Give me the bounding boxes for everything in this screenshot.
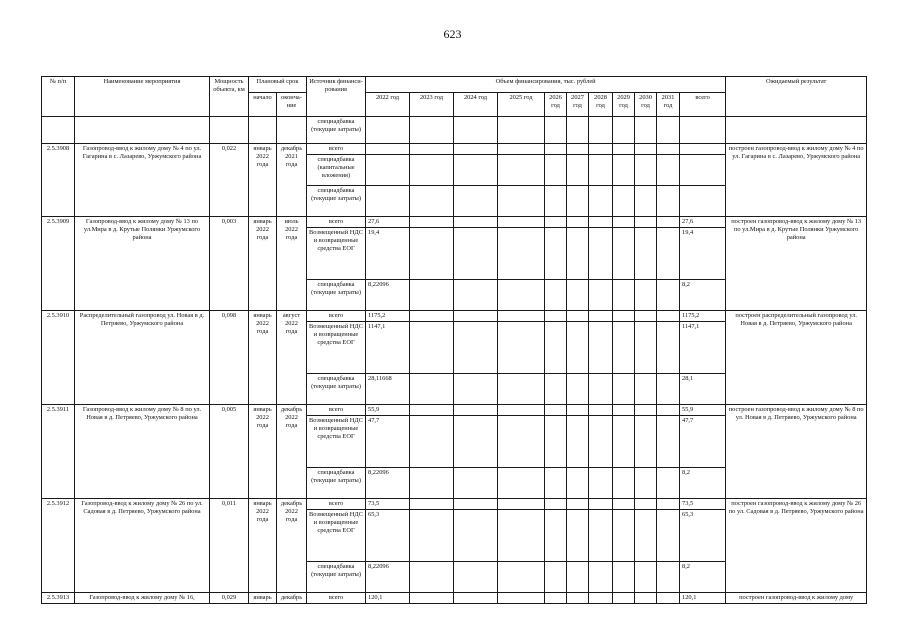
row-name: Газопровод-ввод к жилому дому № 4 по ул. Гагарина в с. Лазарево, Уржумского района xyxy=(75,144,210,217)
row-value-empty xyxy=(635,499,657,510)
row-capacity: 0,003 xyxy=(210,217,249,311)
row-value-empty xyxy=(567,322,589,374)
row-value-total: 8,2 xyxy=(680,562,726,593)
row-value-empty xyxy=(410,311,454,322)
row-value-empty xyxy=(613,186,635,217)
table-body xyxy=(42,117,867,604)
row-value-empty xyxy=(657,405,680,416)
row-num: 2.5.3913 xyxy=(42,593,75,604)
header-year: 2027 год xyxy=(567,93,589,117)
row-value-2022: 73,5 xyxy=(366,499,410,510)
header-end: оконча-ние xyxy=(277,93,307,117)
table-row xyxy=(42,217,867,228)
row-end: декабрь 2022 года xyxy=(277,499,307,593)
row-result: построен газопровод-ввод к жилому дому № 8 по ул. Новая в д. Петряево, Уржумского района xyxy=(726,405,867,499)
row-value-empty xyxy=(545,499,567,510)
row-value-empty xyxy=(613,416,635,468)
table-row xyxy=(42,311,867,322)
row-source: всего xyxy=(307,144,366,155)
header-result: Ожидаемый результат xyxy=(726,77,867,117)
row-start: январь 2022 года xyxy=(249,217,277,311)
row-value-empty xyxy=(589,510,613,562)
row-value-empty xyxy=(498,510,545,562)
row-value-empty xyxy=(410,322,454,374)
row-value-empty xyxy=(567,562,589,593)
row-value-empty xyxy=(410,405,454,416)
row-value-empty xyxy=(567,228,589,280)
row-source: спецнадбавка (текущие затраты) xyxy=(307,374,366,405)
row-value-empty xyxy=(545,405,567,416)
row-value-empty xyxy=(454,374,498,405)
row-value-empty xyxy=(635,228,657,280)
row-source: всего xyxy=(307,593,366,604)
row-value-empty xyxy=(613,499,635,510)
header-year: 2028 год xyxy=(589,93,613,117)
row-value-empty xyxy=(545,186,567,217)
row-value-total: 47,7 xyxy=(680,416,726,468)
row-value-empty xyxy=(454,322,498,374)
row-value-empty xyxy=(454,186,498,217)
row-value-empty xyxy=(545,311,567,322)
row-start xyxy=(249,117,277,144)
row-value-empty xyxy=(410,374,454,405)
row-value-empty xyxy=(410,280,454,311)
row-value-empty xyxy=(498,593,545,604)
row-value-empty xyxy=(635,117,657,144)
row-value-empty xyxy=(613,155,635,186)
row-value-empty xyxy=(410,510,454,562)
table-row xyxy=(42,144,867,155)
row-value-empty xyxy=(657,144,680,155)
row-value-empty xyxy=(454,510,498,562)
row-value-empty xyxy=(567,374,589,405)
row-value-empty xyxy=(635,468,657,499)
row-end: август 2022 года xyxy=(277,311,307,405)
header-name: Наименование мероприятия xyxy=(75,77,210,117)
row-source: Возмещенный НДС и возвращенные средства ЕОГ xyxy=(307,510,366,562)
row-value-empty xyxy=(589,405,613,416)
row-value-empty xyxy=(545,280,567,311)
row-value-empty xyxy=(589,468,613,499)
row-end: июль 2022 года xyxy=(277,217,307,311)
header-year: 2029 год xyxy=(613,93,635,117)
row-value-empty xyxy=(498,405,545,416)
row-num: 2.5.3908 xyxy=(42,144,75,217)
row-value-empty xyxy=(657,416,680,468)
row-capacity: 0,029 xyxy=(210,593,249,604)
row-value-2022: 19,4 xyxy=(366,228,410,280)
row-value-total xyxy=(680,186,726,217)
row-num: 2.5.3911 xyxy=(42,405,75,499)
table-row xyxy=(42,405,867,416)
row-value-empty xyxy=(635,416,657,468)
row-value-empty xyxy=(657,593,680,604)
row-value-empty xyxy=(567,510,589,562)
row-value-empty xyxy=(657,280,680,311)
row-value-empty xyxy=(589,562,613,593)
row-value-empty xyxy=(635,144,657,155)
row-value-empty xyxy=(498,416,545,468)
row-value-total xyxy=(680,144,726,155)
row-value-2022: 28,11668 xyxy=(366,374,410,405)
row-value-empty xyxy=(657,311,680,322)
row-value-empty xyxy=(567,217,589,228)
row-value-empty xyxy=(454,155,498,186)
row-value-empty xyxy=(454,468,498,499)
row-value-empty xyxy=(657,374,680,405)
row-value-empty xyxy=(589,186,613,217)
row-value-empty xyxy=(410,155,454,186)
row-result xyxy=(726,117,867,144)
row-value-empty xyxy=(545,510,567,562)
row-value-empty xyxy=(454,228,498,280)
row-value-empty xyxy=(498,228,545,280)
row-value-empty xyxy=(410,228,454,280)
row-value-empty xyxy=(613,311,635,322)
row-value-empty xyxy=(589,416,613,468)
row-value-total: 120,1 xyxy=(680,593,726,604)
row-end xyxy=(277,117,307,144)
header-plan-term: Плановый срок xyxy=(249,77,307,93)
row-value-empty xyxy=(545,374,567,405)
row-value-empty xyxy=(498,144,545,155)
row-value-empty xyxy=(567,311,589,322)
row-value-empty xyxy=(454,217,498,228)
row-name: Газопровод-ввод к жилому дому № 8 по ул. Новая в д. Петряево, Уржумского района xyxy=(75,405,210,499)
row-start: январь 2022 года xyxy=(249,144,277,217)
row-value-empty xyxy=(545,322,567,374)
row-end: декабрь 2021 года xyxy=(277,144,307,217)
row-result: построен газопровод-ввод к жилому дому № 26 по ул. Садовая в д. Петряево, Уржумского района xyxy=(726,499,867,593)
row-value-total xyxy=(680,117,726,144)
row-value-empty xyxy=(498,311,545,322)
header-year: 2023 год xyxy=(410,93,454,117)
row-value-2022: 47,7 xyxy=(366,416,410,468)
row-value-empty xyxy=(657,562,680,593)
row-value-empty xyxy=(635,593,657,604)
row-value-empty xyxy=(613,217,635,228)
row-value-empty xyxy=(410,593,454,604)
row-value-empty xyxy=(613,144,635,155)
row-value-empty xyxy=(567,405,589,416)
row-value-total: 55,9 xyxy=(680,405,726,416)
table-row xyxy=(42,499,867,510)
row-value-empty xyxy=(498,468,545,499)
header-year: 2031 год xyxy=(657,93,680,117)
row-start: январь 2022 года xyxy=(249,499,277,593)
row-source: спецнадбавка (текущие затраты) xyxy=(307,186,366,217)
row-value-empty xyxy=(657,499,680,510)
row-value-empty xyxy=(657,117,680,144)
row-value-total: 65,3 xyxy=(680,510,726,562)
row-value-empty xyxy=(498,217,545,228)
header-year: 2025 год xyxy=(498,93,545,117)
row-capacity: 0,005 xyxy=(210,405,249,499)
row-value-empty xyxy=(657,217,680,228)
row-value-empty xyxy=(545,144,567,155)
row-value-empty xyxy=(635,280,657,311)
row-value-empty xyxy=(613,374,635,405)
row-value-total: 28,1 xyxy=(680,374,726,405)
row-value-empty xyxy=(454,405,498,416)
row-source: спецнадбавка (текущие затраты) xyxy=(307,468,366,499)
row-value-empty xyxy=(589,311,613,322)
row-value-total: 1175,2 xyxy=(680,311,726,322)
row-value-empty xyxy=(589,144,613,155)
row-value-empty xyxy=(613,468,635,499)
row-source: спецнадбавка (текущие затраты) xyxy=(307,117,366,144)
row-value-empty xyxy=(498,499,545,510)
row-source: всего xyxy=(307,499,366,510)
row-value-2022 xyxy=(366,117,410,144)
row-value-empty xyxy=(410,117,454,144)
row-value-empty xyxy=(410,144,454,155)
header-year: 2030 год xyxy=(635,93,657,117)
header-finance: Объем финансирования, тыс. рублей xyxy=(366,77,726,93)
row-value-total: 27,6 xyxy=(680,217,726,228)
row-value-empty xyxy=(545,593,567,604)
row-source: спецнадбавка (текущие затраты) xyxy=(307,562,366,593)
row-capacity: 0,011 xyxy=(210,499,249,593)
row-value-empty xyxy=(613,562,635,593)
row-start: январь xyxy=(249,593,277,604)
row-value-empty xyxy=(498,374,545,405)
row-source: спецнадбавка (текущие затраты) xyxy=(307,280,366,311)
row-value-empty xyxy=(410,217,454,228)
row-value-empty xyxy=(410,499,454,510)
row-value-empty xyxy=(657,228,680,280)
row-value-empty xyxy=(545,217,567,228)
row-value-empty xyxy=(454,593,498,604)
row-value-empty xyxy=(635,562,657,593)
row-value-empty xyxy=(545,228,567,280)
row-value-empty xyxy=(454,416,498,468)
row-value-empty xyxy=(410,562,454,593)
row-value-empty xyxy=(657,155,680,186)
row-value-empty xyxy=(454,144,498,155)
row-value-2022: 1147,1 xyxy=(366,322,410,374)
row-value-empty xyxy=(567,186,589,217)
row-name: Распределительный газопровод ул. Новая в д. Петряево, Уржумского района xyxy=(75,311,210,405)
header-capacity: Мощность объекта, км xyxy=(210,77,249,117)
header-num: № п/п xyxy=(42,77,75,117)
row-source: Возмещенный НДС и возвращенные средства ЕОГ xyxy=(307,228,366,280)
row-value-total: 1147,1 xyxy=(680,322,726,374)
row-result: построен газопровод-ввод к жилому дому № 4 по ул. Гагарина в с. Лазарево, Уржумского района xyxy=(726,144,867,217)
page-number: 623 xyxy=(443,27,462,41)
row-value-empty xyxy=(410,468,454,499)
row-value-total: 73,5 xyxy=(680,499,726,510)
table-row xyxy=(42,117,867,144)
row-value-empty xyxy=(589,322,613,374)
row-value-empty xyxy=(635,217,657,228)
row-name xyxy=(75,117,210,144)
row-start: январь 2022 года xyxy=(249,405,277,499)
row-value-2022: 65,3 xyxy=(366,510,410,562)
row-capacity: 0,022 xyxy=(210,144,249,217)
row-value-empty xyxy=(567,593,589,604)
row-num: 2.5.3910 xyxy=(42,311,75,405)
header-year: 2024 год xyxy=(454,93,498,117)
row-value-2022: 1175,2 xyxy=(366,311,410,322)
header-year: 2022 год xyxy=(366,93,410,117)
row-value-empty xyxy=(657,468,680,499)
row-value-empty xyxy=(589,593,613,604)
row-value-empty xyxy=(545,155,567,186)
row-source: всего xyxy=(307,217,366,228)
row-value-empty xyxy=(410,186,454,217)
row-value-empty xyxy=(454,117,498,144)
row-value-empty xyxy=(635,374,657,405)
row-value-empty xyxy=(498,155,545,186)
row-value-2022: 120,1 xyxy=(366,593,410,604)
row-source: Возмещенный НДС и возвращенные средства ЕОГ xyxy=(307,322,366,374)
row-value-empty xyxy=(657,510,680,562)
row-value-2022 xyxy=(366,144,410,155)
row-value-empty xyxy=(635,311,657,322)
row-value-empty xyxy=(635,510,657,562)
header-source: Источник финанси-рования xyxy=(307,77,366,117)
row-value-empty xyxy=(454,311,498,322)
row-value-empty xyxy=(567,155,589,186)
row-value-empty xyxy=(545,117,567,144)
row-num: 2.5.3909 xyxy=(42,217,75,311)
row-value-empty xyxy=(567,280,589,311)
row-source: Возмещенный НДС и возвращенные средства ЕОГ xyxy=(307,416,366,468)
row-value-empty xyxy=(657,322,680,374)
row-value-total: 8,2 xyxy=(680,280,726,311)
row-value-empty xyxy=(635,405,657,416)
row-start: январь 2022 года xyxy=(249,311,277,405)
financing-table xyxy=(41,76,867,604)
row-value-empty xyxy=(613,510,635,562)
row-value-empty xyxy=(498,322,545,374)
row-value-empty xyxy=(589,280,613,311)
row-value-empty xyxy=(567,144,589,155)
row-value-empty xyxy=(567,499,589,510)
row-value-total: 8,2 xyxy=(680,468,726,499)
row-value-empty xyxy=(613,280,635,311)
row-value-empty xyxy=(567,117,589,144)
row-value-2022: 8,22096 xyxy=(366,280,410,311)
row-value-empty xyxy=(635,186,657,217)
header-year: 2026 год xyxy=(545,93,567,117)
row-value-empty xyxy=(545,562,567,593)
row-value-empty xyxy=(613,322,635,374)
row-capacity xyxy=(210,117,249,144)
row-value-empty xyxy=(454,562,498,593)
row-value-empty xyxy=(589,117,613,144)
row-value-empty xyxy=(545,416,567,468)
row-capacity: 0,098 xyxy=(210,311,249,405)
row-value-empty xyxy=(613,405,635,416)
row-name: Газопровод-ввод к жилому дому № 13 по ул.Мира в д. Крутые Полянки Уржумского района xyxy=(75,217,210,311)
row-value-empty xyxy=(498,280,545,311)
row-result: построен распределительный газопровод ул. Новая в д. Петряево, Уржумского района xyxy=(726,311,867,405)
row-value-empty xyxy=(613,117,635,144)
row-value-empty xyxy=(589,217,613,228)
row-source: всего xyxy=(307,311,366,322)
row-value-empty xyxy=(613,228,635,280)
header-start: начало xyxy=(249,93,277,117)
row-result: построен газопровод-ввод к жилому дому № 13 по ул.Мира в д. Крутые Полянки Уржумского района xyxy=(726,217,867,311)
table-row xyxy=(42,593,867,604)
row-num xyxy=(42,117,75,144)
row-end: декабрь xyxy=(277,593,307,604)
row-value-empty xyxy=(589,374,613,405)
row-value-empty xyxy=(613,593,635,604)
row-value-total xyxy=(680,155,726,186)
row-value-empty xyxy=(498,562,545,593)
row-value-2022: 8,22096 xyxy=(366,562,410,593)
row-source: спецнадбавка (капитальные вложения) xyxy=(307,155,366,186)
row-value-empty xyxy=(635,322,657,374)
row-value-empty xyxy=(410,416,454,468)
row-result: построен газопровод-ввод к жилому дому xyxy=(726,593,867,604)
row-value-empty xyxy=(454,499,498,510)
row-end: декабрь 2022 года xyxy=(277,405,307,499)
row-num: 2.5.3912 xyxy=(42,499,75,593)
row-value-empty xyxy=(545,468,567,499)
row-value-empty xyxy=(589,228,613,280)
row-value-total: 19,4 xyxy=(680,228,726,280)
row-value-2022: 27,6 xyxy=(366,217,410,228)
row-value-2022: 8,22096 xyxy=(366,468,410,499)
row-value-empty xyxy=(589,155,613,186)
row-value-empty xyxy=(498,117,545,144)
row-value-2022 xyxy=(366,186,410,217)
row-name: Газопровод-ввод к жилому дому № 26 по ул. Садовая в д. Петряево, Уржумского района xyxy=(75,499,210,593)
row-source: всего xyxy=(307,405,366,416)
row-value-2022 xyxy=(366,155,410,186)
row-value-empty xyxy=(567,416,589,468)
row-value-2022: 55,9 xyxy=(366,405,410,416)
row-name: Газопровод-ввод к жилому дому № 16, xyxy=(75,593,210,604)
row-value-empty xyxy=(498,186,545,217)
row-value-empty xyxy=(635,155,657,186)
row-value-empty xyxy=(454,280,498,311)
header-total: всего xyxy=(680,93,726,117)
row-value-empty xyxy=(589,499,613,510)
row-value-empty xyxy=(657,186,680,217)
row-value-empty xyxy=(567,468,589,499)
